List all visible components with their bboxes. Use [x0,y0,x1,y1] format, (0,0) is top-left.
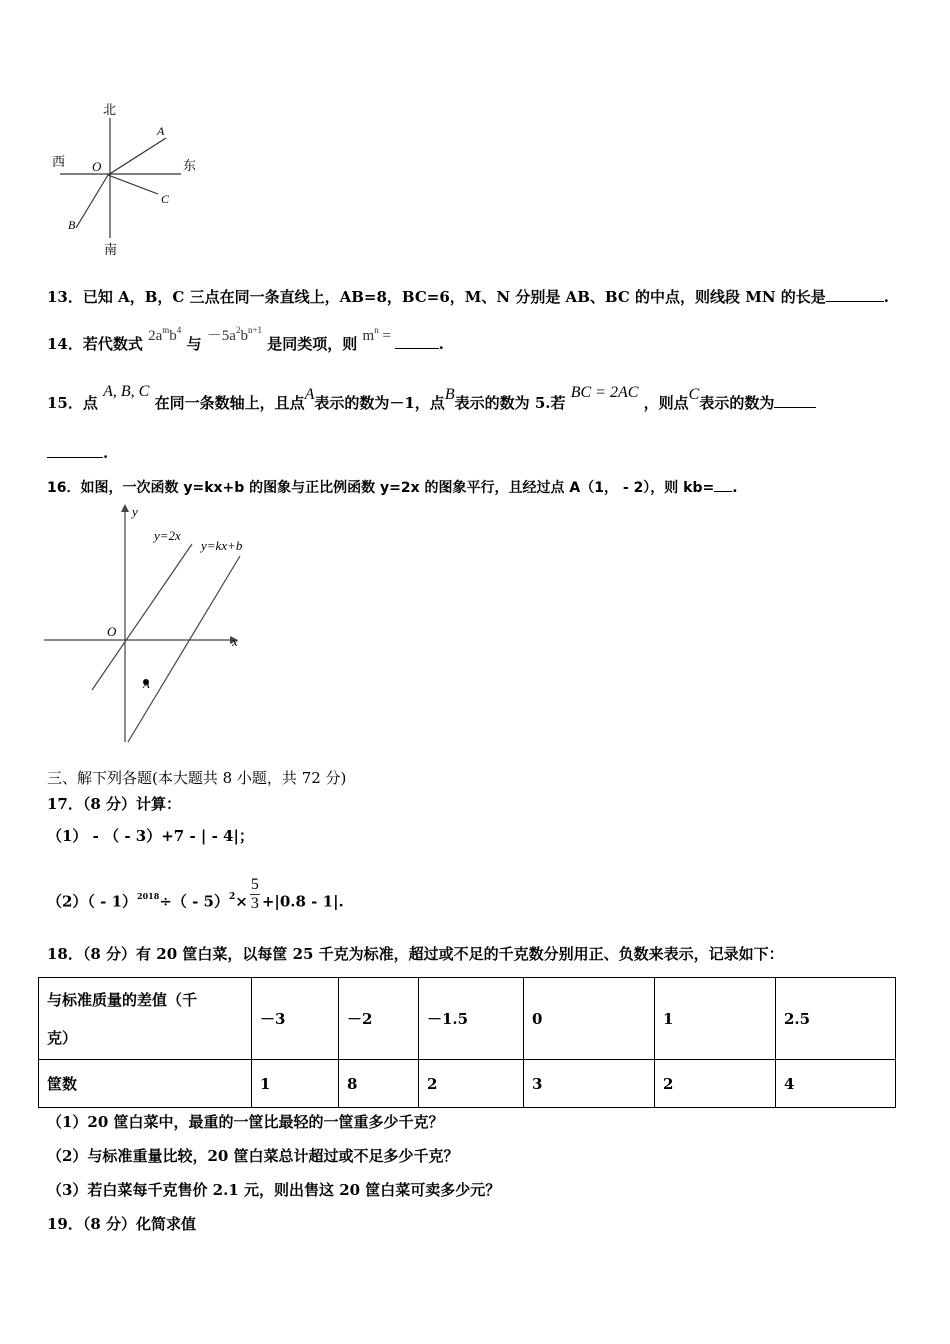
compass-south: 南 [104,242,118,257]
question-17-part2: （2）（ - 1）$^{2018}$÷（ - 5）$^2$× $\frac{5}{3}$ +|0.8 - 1|. [47,876,344,912]
q15-pa: A [304,386,315,403]
q14-mid: 与 [186,335,202,353]
compass-east: 东 [183,158,197,173]
cabbage-table [38,977,896,1108]
section-3-heading: 三、解下列各题(本大题共 8 小题，共 72 分) [47,769,347,787]
q13-text: 13．已知 A，B，C 三点在同一条直线上，AB=8，BC=6，M、N 分别是 AB、BC 的中点，则线段 MN 的长是 [47,288,826,306]
question-18-sub1: （1）20 筐白菜中，最重的一筐比最轻的一筐重多少千克？ [47,1113,444,1131]
question-13 [47,286,889,307]
question-18-title: 18．（8 分）有 20 筐白菜，以每筐 25 千克为标准，超过或不足的千克数分别用正、负数来表示，记录如下： [47,945,784,963]
q15-blank-2 [47,442,103,458]
q14-expr1: $2a^mb^4$ [148,325,182,344]
compass-north: 北 [103,102,117,117]
table-cell: －2 [339,978,419,1060]
q15-t4: ，则点 [643,394,689,412]
q16-blank [714,476,732,492]
compass-a: A [157,124,165,138]
question-18-sub3: （3）若白菜每千克售价 2.1 元，则出售这 20 筐白菜可卖多少元？ [47,1181,501,1199]
question-14 [47,325,444,356]
table-cell: 3 [524,1060,655,1108]
question-15 [47,383,816,414]
line-y-kx-b [128,556,240,742]
q15-blank-1 [774,392,816,408]
q15-pc: C [688,386,700,403]
table-header-diff: 与标准质量的差值（千 克） [39,978,252,1060]
q14-end: . [438,335,444,353]
table-cell: －1.5 [419,978,524,1060]
question-19-title: 19．（8 分）化简求值 [47,1215,197,1233]
table-cell: 1 [252,1060,339,1108]
table-cell: 2 [419,1060,524,1108]
graph-point-label: A [143,679,150,691]
question-18-sub2: （2）与标准重量比较，20 筐白菜总计超过或不足多少千克？ [47,1147,459,1165]
q14-expr3: $m^n$ = [362,325,395,344]
table-cell: －3 [252,978,339,1060]
compass-west: 西 [52,154,66,169]
q15-pb: B [444,386,455,403]
graph-line1-label: y=2x [154,528,181,543]
q16-end: . [732,480,738,496]
q13-end: . [883,288,889,306]
table-row [39,978,896,1060]
fraction: $\frac{5}{3}$ [250,876,259,912]
y-axis-arrow [121,504,129,512]
table-cell: 0 [524,978,655,1060]
compass-figure [48,98,208,260]
table-cell: 2.5 [776,978,896,1060]
question-17-part1: （1） - （ - 3）+7 - | - 4|； [47,827,254,845]
table-cell: 8 [339,1060,419,1108]
q14-blank [395,333,439,349]
table-cell: 2 [655,1060,776,1108]
ray-ob [76,175,108,228]
graph-origin: O [107,624,117,639]
ray-oc [108,175,158,194]
table-header-count: 筐数 [39,1060,252,1108]
q15-points: A, B, C [103,383,150,400]
q15-num: 15．点 [47,394,98,412]
q14-prefix: 14．若代数式 [47,335,143,353]
q15-t1: 在同一条数轴上，且点 [154,394,305,412]
compass-b: B [68,218,76,232]
graph-x-label: x [232,634,238,649]
q15-t3: 表示的数为 5.若 [454,394,566,412]
table-cell: 1 [655,978,776,1060]
linear-function-graph [40,502,260,747]
ray-oa [108,138,166,175]
graph-line2-label: y=kx+b [201,538,243,553]
q15-formula: BC = 2AC [570,384,639,401]
q14-suffix: 是同类项，则 [267,335,358,353]
q15-end: . [103,444,109,462]
question-17-title: 17．（8 分）计算： [47,795,182,813]
q15-t2: 表示的数为－1，点 [314,394,445,412]
q13-blank [826,286,884,302]
table-cell: 4 [776,1060,896,1108]
question-15-cont [47,442,108,463]
compass-origin: O [92,159,102,174]
line-y-2x [92,544,192,690]
question-16 [47,476,738,498]
table-row [39,1060,896,1108]
q15-t5: 表示的数为 [699,394,775,412]
q14-expr2: $-5a^2b^{n+1}$ [206,325,263,344]
compass-c: C [161,192,170,206]
graph-y-label: y [132,504,138,519]
q16-text: 16．如图，一次函数 y=kx+b 的图象与正比例函数 y=2x 的图象平行，且经过点 A（1， - 2），则 kb= [47,480,715,496]
